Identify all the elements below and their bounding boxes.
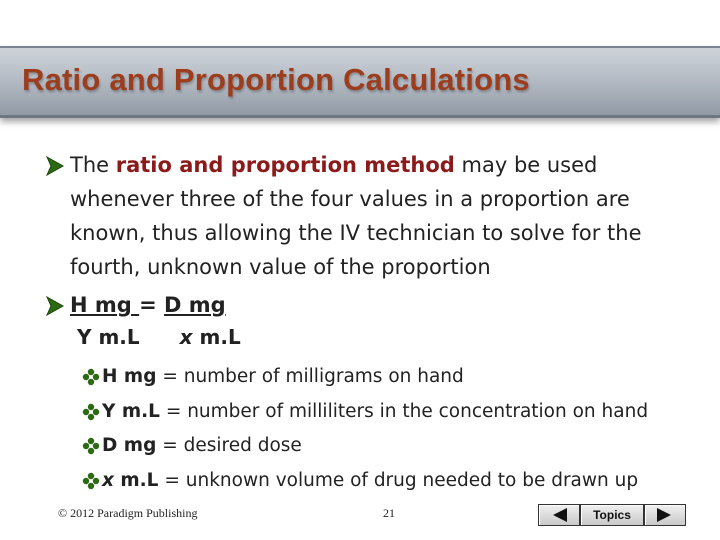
top-strip xyxy=(0,0,720,46)
previous-slide-button[interactable] xyxy=(538,504,580,526)
diamond-bullet-icon xyxy=(82,403,100,421)
diamond-bullet-icon xyxy=(82,437,100,455)
triangle-right-icon xyxy=(645,505,685,525)
formula-h-mg: H mg xyxy=(70,293,140,317)
formula-equals: = xyxy=(139,293,165,317)
arrow-bullet-icon xyxy=(46,156,64,176)
definition-term: D mg xyxy=(102,435,157,456)
formula-y-ml: Y m.L xyxy=(77,325,140,349)
page-number: 21 xyxy=(383,506,395,520)
next-slide-button[interactable] xyxy=(644,504,686,526)
definition-text: = unknown volume of drug needed to be drawn up xyxy=(158,470,639,491)
definition-text: = number of milliliters in the concentration on hand xyxy=(159,401,649,422)
definition-h-mg xyxy=(102,365,464,389)
definition-text: = number of milligrams on hand xyxy=(156,366,464,387)
triangle-left-icon xyxy=(539,505,579,525)
diamond-bullet-icon xyxy=(82,368,100,386)
diamond-bullet-icon xyxy=(82,472,100,490)
definition-term: Y m.L xyxy=(102,401,160,422)
definition-italic-var: x xyxy=(102,470,114,491)
arrow-bullet-icon xyxy=(46,296,64,316)
bullet-accent-term: ratio and proportion method xyxy=(115,153,455,177)
formula-numerator xyxy=(70,288,226,322)
copyright-notice: © 2012 Paradigm Publishing xyxy=(58,506,198,520)
bullet-text-pre: The xyxy=(70,153,116,177)
slide-navigation xyxy=(538,504,686,526)
formula-x-var: x xyxy=(179,325,193,349)
definition-term: m.L xyxy=(113,470,159,491)
formula-d-mg: D mg xyxy=(164,293,226,317)
topics-button[interactable]: Topics xyxy=(580,504,644,526)
formula-x-unit: m.L xyxy=(192,325,241,349)
definition-x-ml xyxy=(102,469,638,493)
formula-denominator xyxy=(77,325,241,349)
bullet-ratio-method xyxy=(70,148,690,284)
definition-term: H mg xyxy=(102,366,157,387)
definition-y-ml xyxy=(102,400,648,424)
slide-title: Ratio and Proportion Calculations xyxy=(22,62,530,97)
definition-text: = desired dose xyxy=(156,435,302,456)
definition-d-mg xyxy=(102,434,302,458)
bullet-text-post: may be used whenever three of the four values in a proportion are known, thus allowing the IV technician to solve for the fourth, unknown value of the proportion xyxy=(70,153,642,279)
